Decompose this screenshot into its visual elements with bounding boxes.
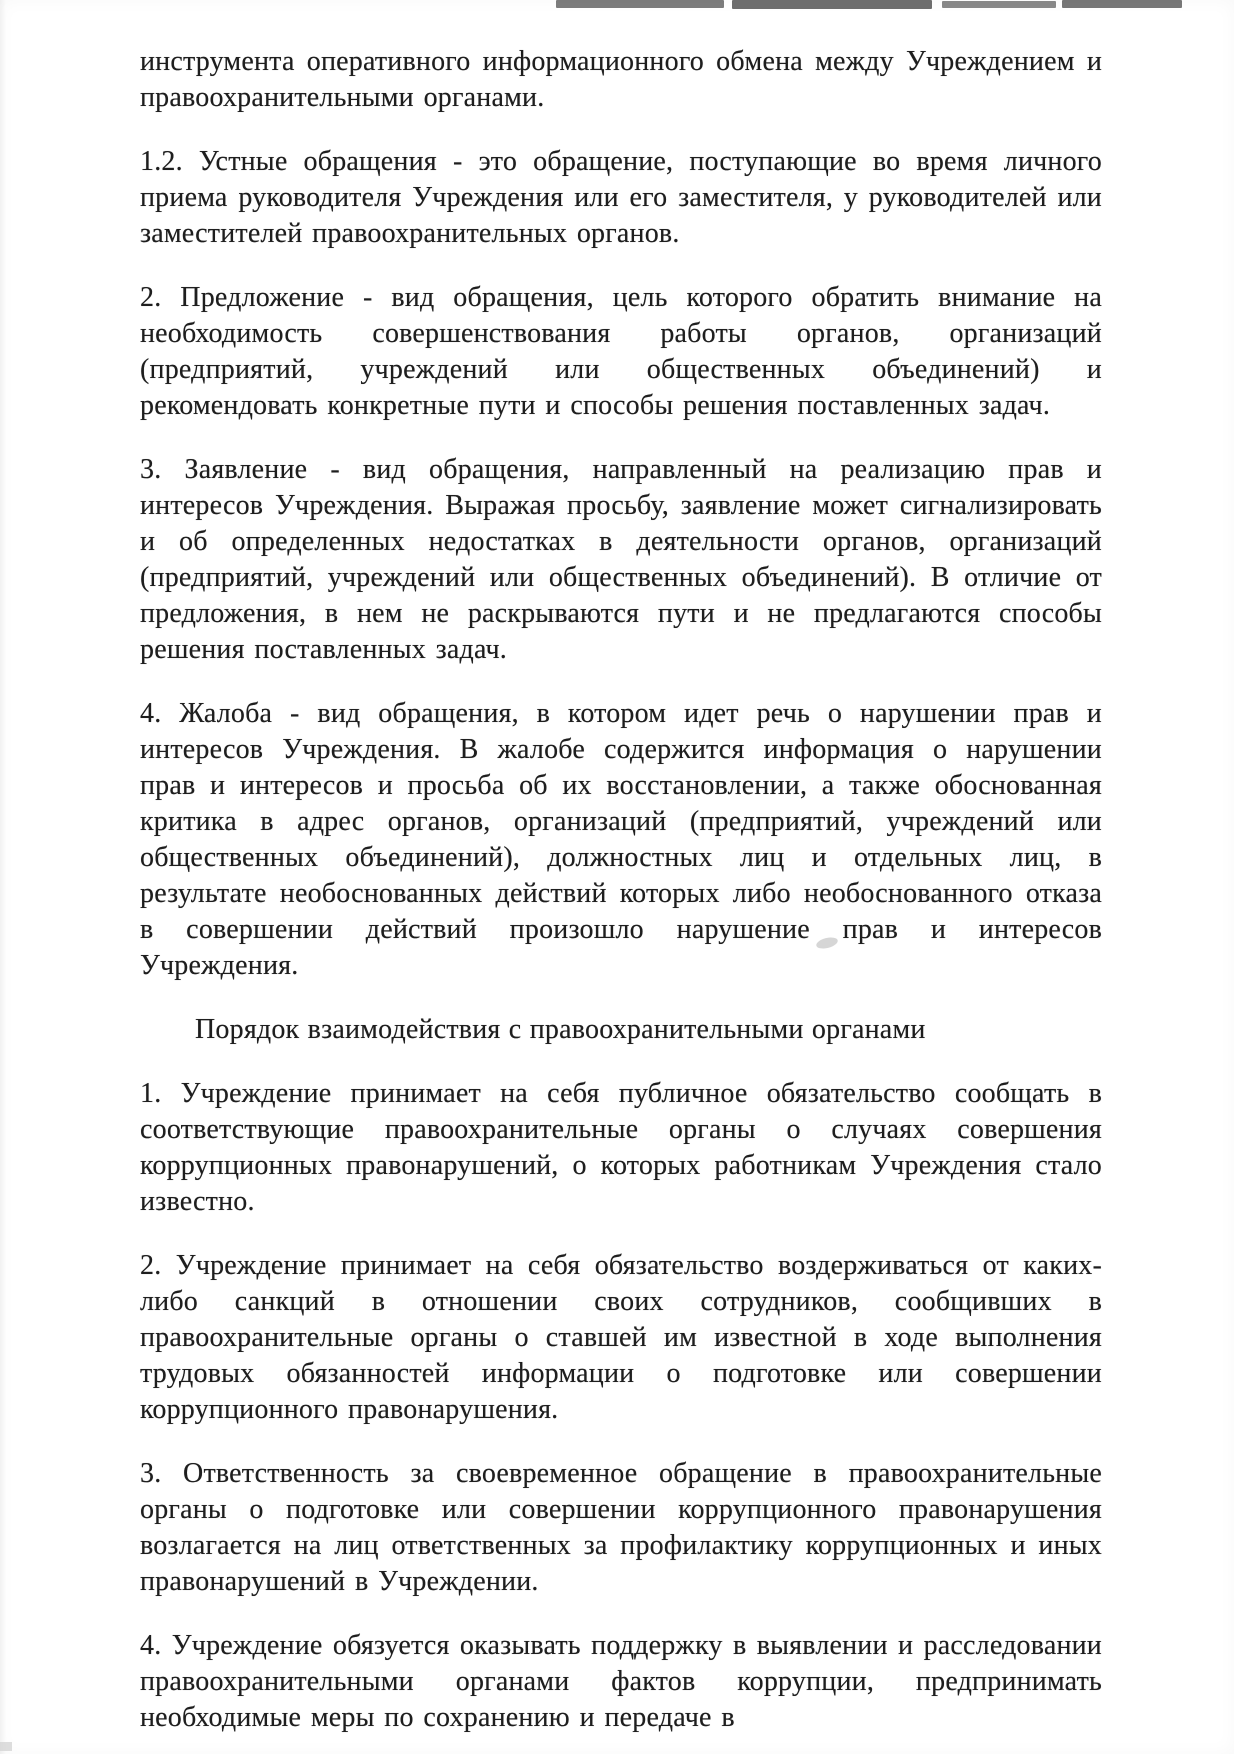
paragraph-continuation: инструмента оперативного информационного обмена между Учреждением и правоохранительными органами. [140,46,1102,113]
section-paragraph-4-support-investigation: 4. Учреждение обязуется оказывать поддержку в выявлении и расследовании правоохранительными органами фактов коррупции, предпринимать необходимые меры по сохранению и передаче в [140,1630,1102,1733]
paragraph-1-2-ustnye-obrashcheniya: 1.2. Устные обращения - это обращение, поступающие во время личного приема руководителя Учреждения или его заместителя, у руководителей или заместителей правоохранительных органов. [140,146,1102,249]
scan-artifact-top-band [732,0,932,9]
section-paragraph-1-public-obligation: 1. Учреждение принимает на себя публичное обязательство сообщать в соответствующие правоохранительные органы о случаях совершения коррупционных правонарушений, о которых работникам Учреждения стало известно. [140,1078,1102,1217]
section-paragraph-2-no-sanctions: 2. Учреждение принимает на себя обязательство воздерживаться от каких-либо санкций в отношении своих сотрудников, сообщивших в правоохранительные органы о ставшей им известной в ходе выполнения трудовых обязанностей информации о подготовке или совершении коррупционного правонарушения. [140,1250,1102,1425]
scan-edge-mark [0,1742,12,1751]
scan-artifact-top-band [1062,0,1182,8]
paragraph-4-zhaloba: 4. Жалоба - вид обращения, в котором идет речь о нарушении прав и интересов Учреждения. В жалобе содержится информация о нарушении прав и интересов и просьба об их восстановлении, а также обоснованная критика в адрес органов, организаций (предприятий, учреждений или общественных объединений), должностных лиц и отдельных лиц, в результате необоснованных действий которых либо необоснованного отказа в совершении действий произошло нарушение прав и интересов Учреждения. [140,698,1102,981]
scan-edge-shading [0,0,6,1754]
section-heading: Порядок взаимодействия с правоохранительными органами [195,1014,926,1045]
document-body [140,44,1102,1754]
scan-artifact-top-band [556,0,724,8]
scan-artifact-top-band [942,1,1056,8]
paragraph-2-predlozhenie: 2. Предложение - вид обращения, цель которого обратить внимание на необходимость совершенствования работы органов, организаций (предприятий, учреждений или общественных объединений) и рекомендовать конкретные пути и способы решения поставленных задач. [140,282,1102,421]
section-paragraph-3-responsibility: 3. Ответственность за своевременное обращение в правоохранительные органы о подготовке или совершении коррупционного правонарушения возлагается на лиц ответственных за профилактику коррупционных и иных правонарушений в Учреждении. [140,1458,1102,1597]
paragraph-3-zayavlenie: 3. Заявление - вид обращения, направленный на реализацию прав и интересов Учреждения. Выражая просьбу, заявление может сигнализировать и об определенных недостатках в деятельности органов, организаций (предприятий, учреждений или общественных объединений). В отличие от предложения, в нем не раскрываются пути и не предлагаются способы решения поставленных задач. [140,454,1102,665]
